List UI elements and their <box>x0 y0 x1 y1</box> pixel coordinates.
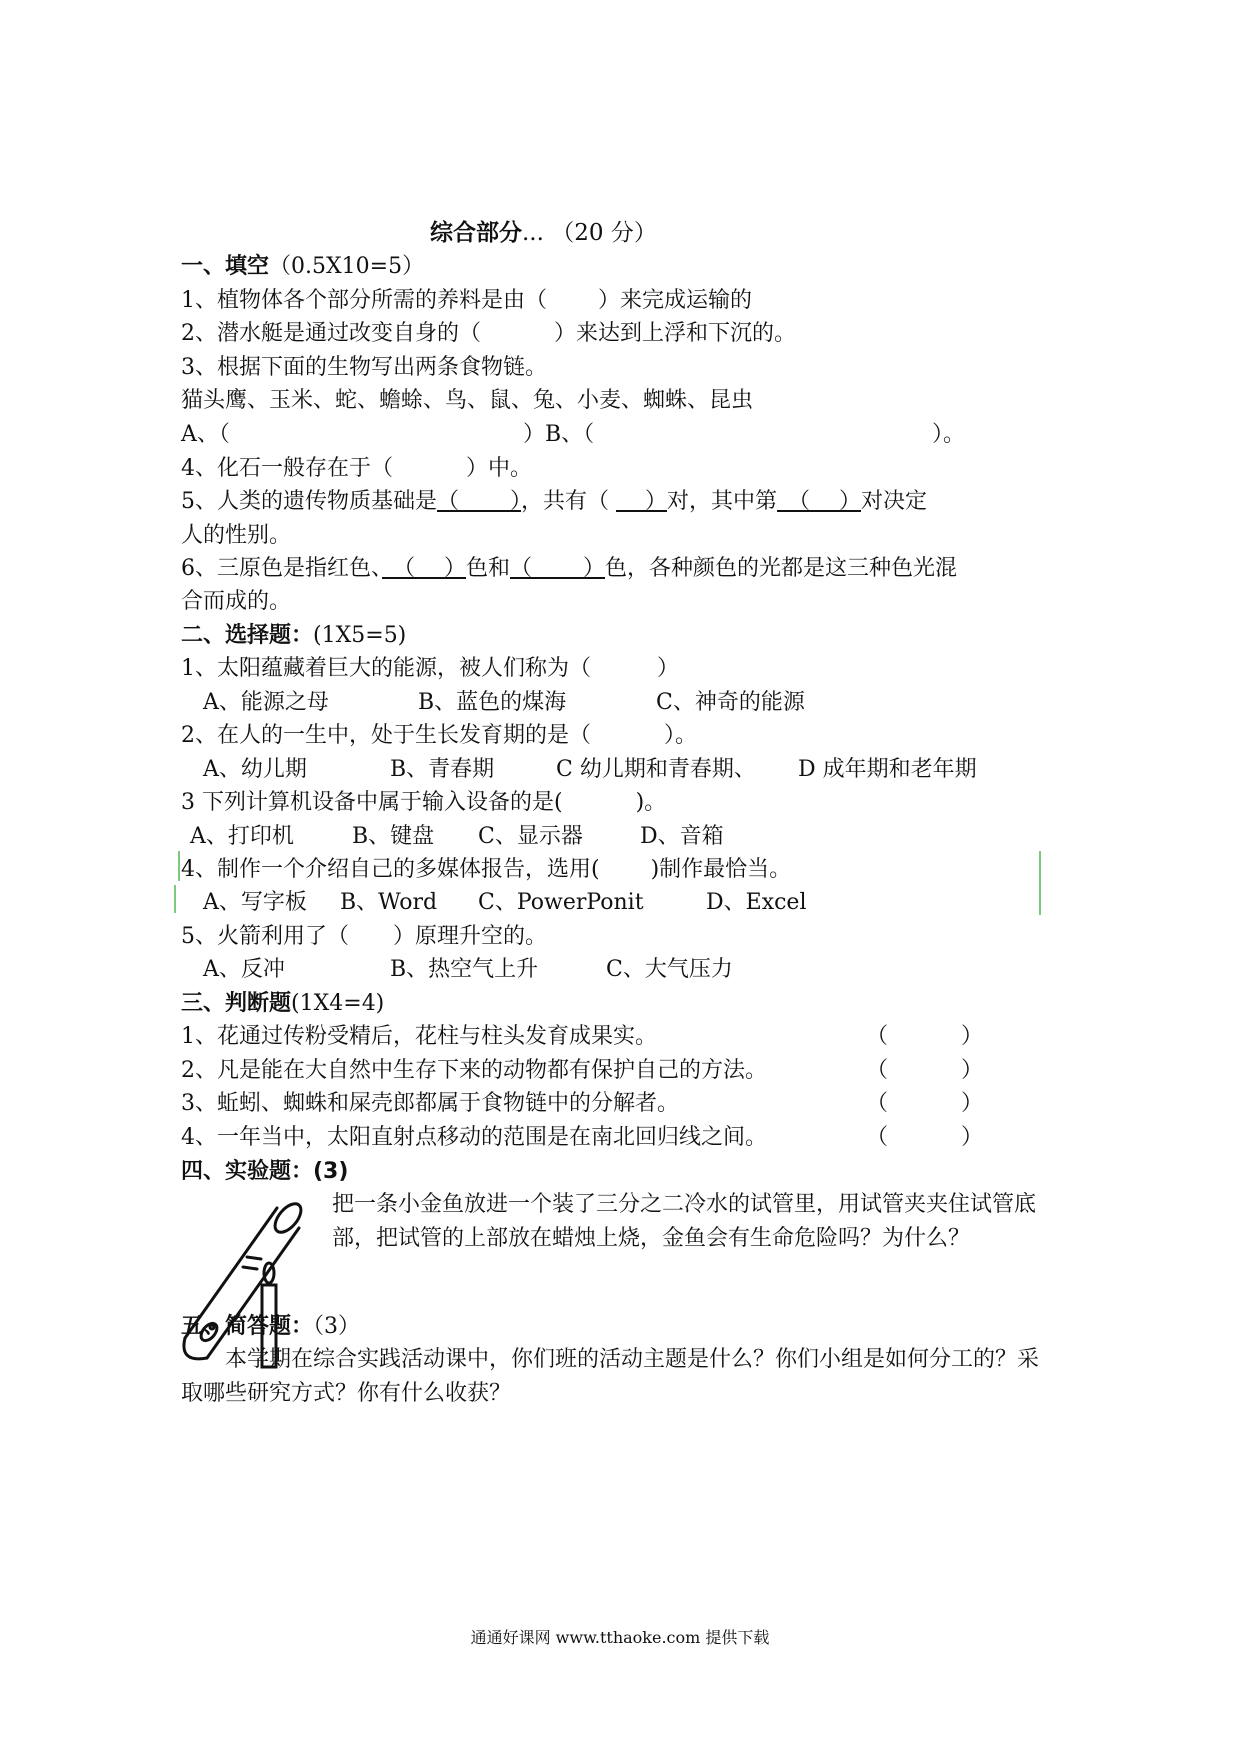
judge-question-4: 4、一年当中，太阳直射点移动的范围是在南北回归线之间。 <box>181 1125 767 1150</box>
choice-3-option-d: D、音箱 <box>640 824 724 849</box>
choice-3-option-c: C、显示器 <box>478 824 583 849</box>
edit-marker-left-lower <box>174 885 176 913</box>
food-chain-end: ）。 <box>932 422 966 447</box>
choice-4-option-a: A、写字板 <box>203 890 307 915</box>
choice-question-1: 1、太阳蕴藏着巨大的能源，被人们称为（ ） <box>181 656 679 681</box>
choice-3-option-a: A、打印机 <box>190 824 294 849</box>
section4-heading: 四、实验题：(3) <box>181 1159 349 1184</box>
fill-question-5-cont: 人的性别。 <box>181 523 292 548</box>
fill-question-4: 4、化石一般存在于（ ）中。 <box>181 456 532 481</box>
section3-heading: 三、判断题(1X4=4) <box>181 991 385 1016</box>
food-chain-b: ）B、（ <box>523 422 595 447</box>
choice-5-option-a: A、反冲 <box>203 957 285 982</box>
judge-bracket-4: （ ） <box>866 1125 983 1150</box>
fill-question-2: 2、潜水艇是通过改变自身的（ ）来达到上浮和下沉的。 <box>181 321 796 346</box>
edit-marker-left <box>178 851 180 881</box>
section2-heading: 二、选择题：(1X5=5) <box>181 623 407 648</box>
food-chain-a: A、（ <box>181 422 230 447</box>
choice-1-option-b: B、蓝色的煤海 <box>418 690 567 715</box>
section1-heading: 一、填空（0.5X10=5） <box>181 254 425 279</box>
choice-2-option-a: A、幼儿期 <box>203 757 307 782</box>
fill-question-6: 6、三原色是指红色、 （ ）色和（ ）色，各种颜色的光都是这三种色光混 <box>181 556 958 581</box>
fill-question-6-cont: 合而成的。 <box>181 589 292 614</box>
choice-2-option-d: D 成年期和老年期 <box>798 757 977 782</box>
choice-5-option-c: C、大气压力 <box>606 957 733 982</box>
fill-question-3: 3、根据下面的生物写出两条食物链。 <box>181 355 547 380</box>
choice-4-option-b: B、Word <box>340 890 438 915</box>
section5-heading: 五、简答题：（3） <box>181 1314 361 1339</box>
choice-4-option-c: C、PowerPonit <box>478 890 644 915</box>
choice-4-option-d: D、Excel <box>706 890 807 915</box>
candle-flame <box>264 1263 274 1283</box>
footer-source: 通通好课网 www.tthaoke.com 提供下载 <box>470 1628 770 1647</box>
experiment-text: 把一条小金鱼放进一个装了三分之二冷水的试管里，用试管夹夹住试管底部，把试管的上部放在蜡烛上烧，金鱼会有生命危险吗？为什么？ <box>332 1192 1037 1251</box>
choice-question-4: 4、制作一个介绍自己的多媒体报告，选用( )制作最恰当。 <box>181 857 792 882</box>
short-answer-text: 本学期在综合实践活动课中，你们班的活动主题是什么？你们小组是如何分工的？采取哪些研究方式？你有什么收获？ <box>181 1347 1040 1406</box>
fill-question-1: 1、植物体各个部分所需的养料是由（ ）来完成运输的 <box>181 288 752 313</box>
fill-question-5: 5、人类的遗传物质基础是（ ），共有（ ）对，其中第 （ ）对决定 <box>181 489 928 514</box>
choice-1-option-a: A、能源之母 <box>203 690 329 715</box>
judge-bracket-2: （ ） <box>866 1058 983 1083</box>
judge-bracket-1: （ ） <box>866 1024 983 1049</box>
choice-2-option-c: C 幼儿期和青春期、 <box>556 757 756 782</box>
judge-bracket-3: （ ） <box>866 1091 983 1116</box>
page-title: 综合部分... （20 分） <box>430 220 657 246</box>
judge-question-1: 1、花通过传粉受精后，花柱与柱头发育成果实。 <box>181 1024 657 1049</box>
choice-question-2: 2、在人的一生中，处于生长发育期的是（ ）。 <box>181 723 697 748</box>
choice-5-option-b: B、热空气上升 <box>390 957 539 982</box>
organism-list: 猫头鹰、玉米、蛇、蟾蜍、鸟、鼠、兔、小麦、蜘蛛、昆虫 <box>181 388 754 413</box>
choice-question-3: 3 下列计算机设备中属于输入设备的是( )。 <box>181 790 667 815</box>
tube-mouth <box>270 1199 306 1237</box>
choice-1-option-c: C、神奇的能源 <box>656 690 805 715</box>
choice-2-option-b: B、青春期 <box>390 757 495 782</box>
judge-question-2: 2、凡是能在大自然中生存下来的动物都有保护自己的方法。 <box>181 1058 767 1083</box>
water-mark-1 <box>247 1257 261 1259</box>
judge-question-3: 3、蚯蚓、蜘蛛和屎壳郎都属于食物链中的分解者。 <box>181 1091 679 1116</box>
choice-3-option-b: B、键盘 <box>352 824 435 849</box>
choice-question-5: 5、火箭利用了（ ）原理升空的。 <box>181 924 547 949</box>
edit-marker-right <box>1039 851 1041 915</box>
water-mark-2 <box>243 1267 257 1269</box>
